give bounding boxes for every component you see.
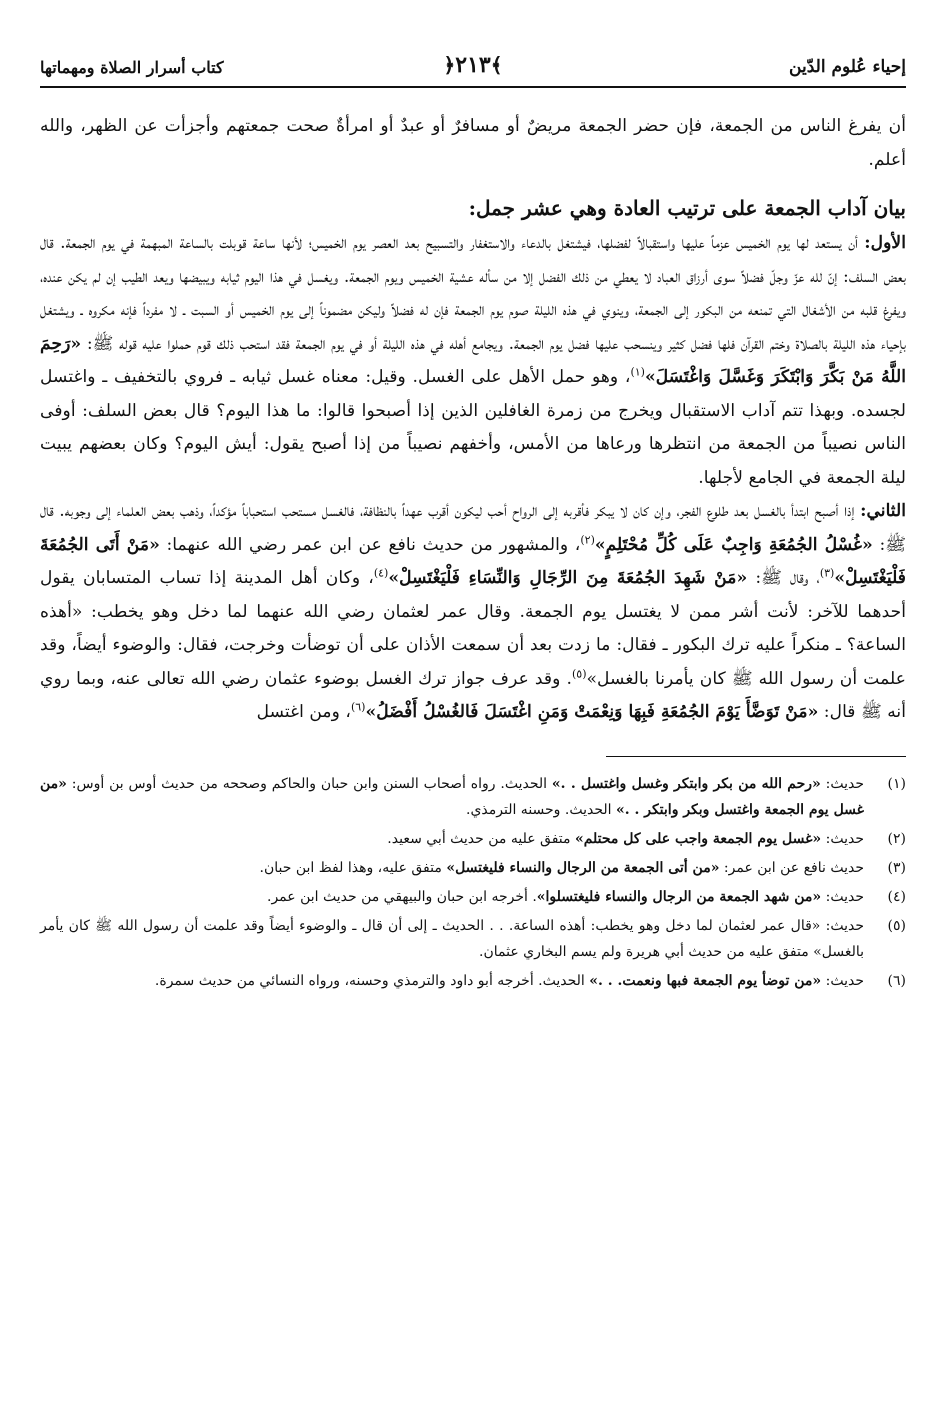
page-number-ornament: [444, 52, 503, 78]
paragraph-first: [40, 227, 906, 495]
footnote-pre: حديث:: [821, 888, 864, 905]
footnote-hadith: «رحم الله من بكر وابتكر وغسل واغتسل . .»: [551, 775, 821, 792]
footnote-post: متفق عليه، وهذا لفظ ابن حبان.: [259, 859, 447, 876]
footnote-text: [40, 855, 864, 881]
footnote-separator-wrap: [40, 756, 906, 757]
footnote-text: [40, 913, 864, 965]
footnote-pre: حديث نافع عن ابن عمر:: [719, 859, 864, 876]
footnote-text: [40, 968, 864, 994]
footnote-pre: حديث:: [821, 830, 864, 847]
footnotes: [40, 771, 906, 994]
footnote-number: (٣): [887, 859, 906, 876]
main-text: [40, 110, 906, 730]
paragraph-second-text-a: إذا أصبح ابتدأ بالغسل بعد طلوع الفجر، وإن كان لا يبكر فأقربه إلى الرواح أحب ليكون أقرب عهداً بالنظافة، فالغسل مستحب استحباباً مؤكداً، وذهب بعض العلماء إلى وجوبه. قال ﷺ:: [40, 501, 906, 555]
footnote-text: [40, 771, 864, 823]
footnote-text: [40, 826, 864, 852]
paragraph-second-text-b: ، والمشهور من حديث نافع عن ابن عمر رضي الله عنهما:: [166, 534, 581, 555]
intro-paragraph: أن يفرغ الناس من الجمعة، فإن حضر الجمعة مريضٌ أو مسافرٌ أو عبدٌ أو امرأةٌ صحت جمعتهم وأجزأت عن الظهر، والله أعلم.: [40, 116, 906, 170]
paragraph-first-text-a: أن يستعد لها يوم الخميس عزماً عليها واستقبالاً لفضلها، فيشتغل بالدعاء والاستغفار والتسبيح بعد العصر يوم الخميس؛ لأنها ساعة قوبلت بالساعة المبهمة في يوم الجمعة. قال بعض السلف: إنّ لله عزّ وجلّ فضلاً سوى أرزاق العباد لا يعطي من ذلك الفضل إلا من سأله عشية الخميس ويوم الجمعة. ويغسل في هذا اليوم ثيابه ويبيضها ويعد الطيب إن لم يكن عنده، ويفرغ قلبه من الأشغال التي تمنعه من البكور إلى الجمعة، وينوي في هذه الليلة صوم يوم الجمعة فإن له فضلاً وليكن مضموناً إلى يوم الخميس أو السبت ـ لا مفرداً فإنه مكروه ـ ويشتغل بإحياء هذه الليلة بالصلاة وختم القرآن فلها فضل كثير وينسحب عليها فضل يوم الجمعة. ويجامع أهله في هذه الليلة أو في يوم الجمعة فقد استحب ذلك قوم حملوا عليه قوله ﷺ:: [40, 233, 906, 354]
footnote-ref: (٤): [373, 566, 389, 580]
footnote: [40, 884, 906, 910]
book-page: [40, 48, 906, 997]
paragraph-second-text-d: ، وكان أهل المدينة إذا تساب المتسابان يقول أحدهما للآخر: لأنت أشر ممن لا يغتسل يوم الجمعة. وقال عمر لعثمان رضي الله عنهما لما دخل وهو يخطب: «أهذه الساعة؟ ـ منكراً عليه ترك البكور ـ فقال: ما زدت بعد أن سمعت الأذان على أن توضأت وخرجت، فقال: والوضوء أيضاً، وقد علمت أن رسول الله ﷺ كان يأمرنا بالغسل»: [40, 568, 906, 689]
footnote-pre: حديث:: [821, 972, 864, 989]
paragraph-second-text-c: ، وقال ﷺ:: [755, 568, 820, 588]
footnote-ref: (٦): [350, 700, 366, 714]
footnote-hadith: «من توضأ يوم الجمعة فبها ونعمت. . .»: [589, 972, 822, 989]
ornament-left-icon: ﴿: [443, 53, 456, 77]
paragraph-first-text-b: ، وهو حمل الأهل على الغسل. وقيل: معناه غسل ثيابه ـ فروي بالتخفيف ـ واغتسل لجسده. وبهذا تتم آداب الاستقبال ويخرج من زمرة الغافلين الذين إذا أصبحوا قالوا: ما هذا اليوم؟ قال بعض السلف: أوفى الناس نصيباً من الجمعة من انتظرها ورعاها من الأمس، وأخفهم نصيباً من إذا أصبح يقول: أيش اليوم؟ وكان بعضهم يبيت ليلة الجمعة في الجامع لأجلها.: [40, 367, 906, 488]
footnote-number: (٦): [887, 972, 906, 989]
footnote: [40, 968, 906, 994]
hadith-quote: «غُسْلُ الجُمُعَةِ وَاجِبٌ عَلَى كُلِّ مُحْتَلِمٍ»: [594, 534, 873, 555]
paragraph-second-text-f: ، ومن اغتسل: [256, 702, 351, 722]
footnote-ref: (٣): [819, 566, 835, 580]
footnote-number: (٥): [887, 917, 906, 934]
hadith-quote: «مَنْ أَتَى الجُمُعَةَ فَلْيَغْتَسِلْ»: [40, 534, 907, 588]
footnote-post: الحديث. أخرجه أبو داود والترمذي وحسنه، ورواه النسائي من حديث سمرة.: [154, 972, 590, 989]
footnote-pre: حديث: «قال عمر لعثمان لما دخل وهو يخطب: أهذه الساعة. . . الحديث ـ إلى أن قال ـ والوضوء أيضاً وقد علمت أن رسول الله ﷺ كان يأمر بالغسل» متفق عليه من حديث أبي هريرة ولم يسم البخاري عثمان.: [40, 917, 864, 960]
footnote-post-2: الحديث. وحسنه الترمذي.: [466, 801, 616, 818]
hadith-quote: «مَنْ شَهِدَ الجُمُعَةَ مِنَ الرِّجَالِ وَالنِّسَاءِ فَلْيَغْتَسِلْ»: [388, 568, 748, 588]
footnote-hadith: «من أتى الجمعة من الرجال والنساء فليغتسل»: [446, 859, 720, 876]
paragraph-second-lead: الثاني:: [860, 501, 906, 521]
footnote: [40, 771, 906, 823]
chapter-title: كتاب أسرار الصلاة ومهماتها: [40, 57, 224, 77]
paragraph-first-lead: الأول:: [864, 233, 907, 253]
footnote-post: . أخرجه ابن حبان والبيهقي من حديث ابن عمر.: [267, 888, 537, 905]
footnote-hadith: «من شهد الجمعة من الرجال والنساء فليغتسلوا»: [536, 888, 822, 905]
paragraph-second-text-e: . وقد عرف جواز ترك الغسل بوضوء عثمان رضي الله تعالى عنه، وبما روي أنه ﷺ قال:: [40, 668, 906, 722]
footnote: [40, 826, 906, 852]
footnote-separator: [606, 756, 906, 757]
page-number: ٢١٣: [455, 52, 491, 78]
footnote-number: (٢): [887, 830, 906, 847]
footnote-number: (١): [887, 775, 906, 792]
hadith-quote: «مَنْ تَوَضَّأَ يَوْمَ الجُمُعَةِ فَبِهَا وَنِعْمَتْ وَمَنِ اغْتَسَلَ فَالغُسْلُ أَفْضَلُ»: [365, 702, 819, 722]
footnote-hadith: «غسل يوم الجمعة واجب على كل محتلم»: [574, 830, 822, 847]
footnote: [40, 913, 906, 965]
paragraph-second: [40, 495, 906, 730]
ornament-right-icon: ﴾: [490, 53, 503, 77]
footnote-ref: (٢): [580, 532, 595, 546]
footnote-text: [40, 884, 864, 910]
footnote-number: (٤): [887, 888, 906, 905]
footnote-hadith-2: «من غسل يوم الجمعة واغتسل وبكر وابتكر . .»: [40, 775, 864, 818]
footnote-post: الحديث. رواه أصحاب السنن وابن حبان والحاكم وصححه من حديث أوس بن أوس:: [66, 775, 552, 792]
section-heading: بيان آداب الجمعة على ترتيب العادة وهي عشر جمل:: [468, 196, 906, 220]
footnote-ref: (٥): [571, 666, 587, 680]
footnote-ref: (١): [630, 365, 645, 379]
running-header: [40, 48, 906, 88]
footnote: [40, 855, 906, 881]
footnote-pre: حديث:: [820, 775, 864, 792]
hadith-quote: «رَحِمَ اللَّهُ مَنْ بَكَّرَ وَابْتَكَرَ وَغَسَّلَ وَاغْتَسَلَ»: [40, 333, 906, 387]
footnote-post: متفق عليه من حديث أبي سعيد.: [387, 830, 575, 847]
book-title: إحياء عُلوم الدّين: [789, 57, 906, 77]
